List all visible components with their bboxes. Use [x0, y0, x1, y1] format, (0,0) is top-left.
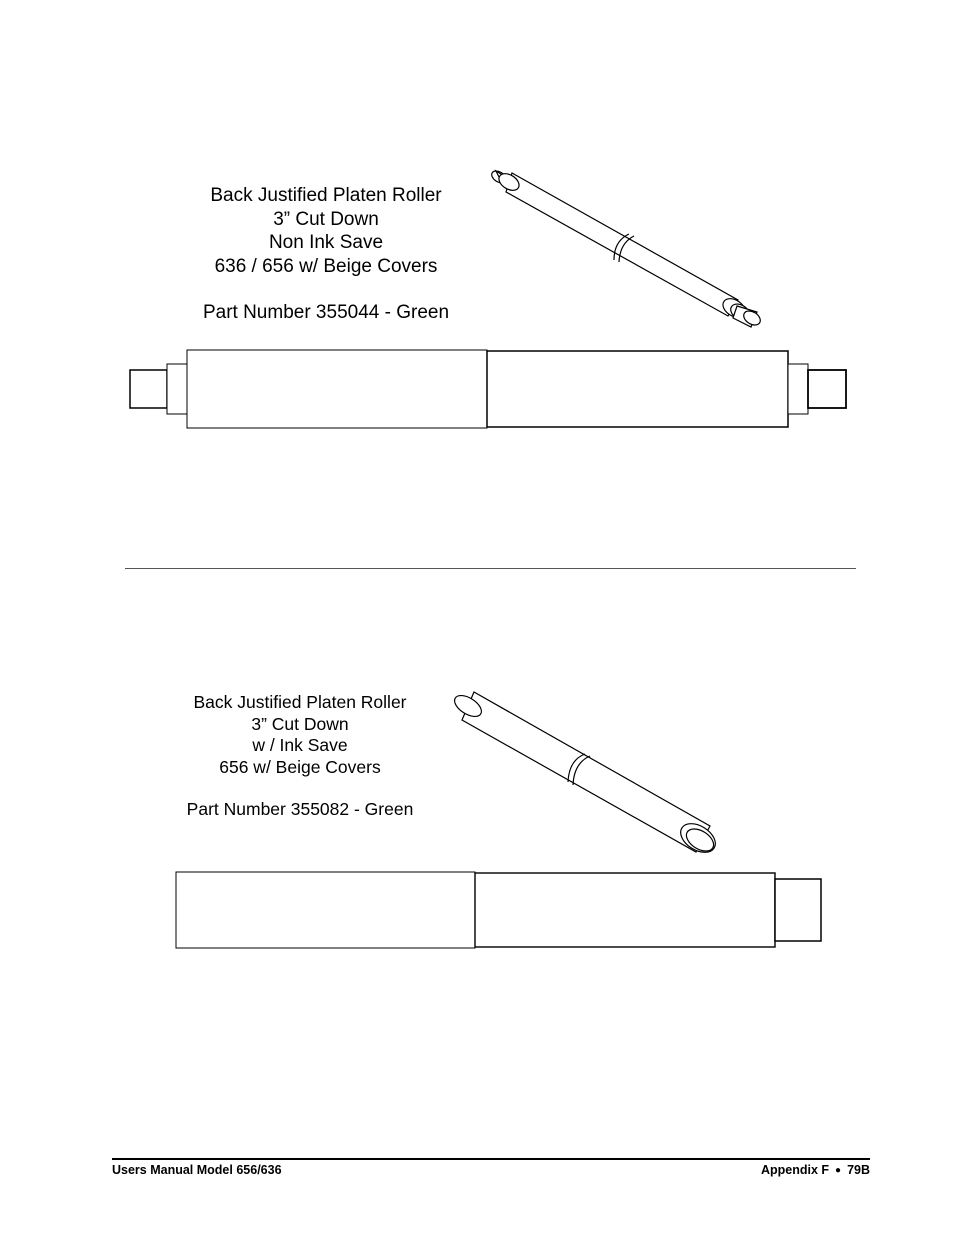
roller-1-ink: Non Ink Save: [268, 232, 384, 253]
roller-1-right-collar: [788, 364, 808, 414]
roller-2-covers: 656 w/ Beige Covers: [219, 756, 381, 777]
roller-2-ink: w / Ink Save: [252, 735, 348, 756]
roller-1-isometric-illustration: [490, 169, 763, 328]
roller-1-right-shaft: [808, 370, 846, 408]
section-divider: [125, 568, 856, 569]
roller-2-left-body: [176, 872, 475, 948]
footer-page-info: [761, 1163, 870, 1177]
roller-2-cut: 3” Cut Down: [251, 713, 349, 734]
roller-2-right-collar: [775, 879, 821, 941]
roller-1-cut: 3” Cut Down: [273, 208, 379, 230]
roller-2-title: Back Justified Platen Roller: [193, 692, 407, 712]
roller-2-side-view: [176, 872, 821, 948]
footer-appendix: Appendix F: [760, 1163, 830, 1177]
roller-2-caption: [160, 692, 440, 821]
roller-2-isometric-illustration: [451, 691, 720, 858]
roller-1-title: Back Justified Platen Roller: [210, 185, 442, 206]
roller-1-left-body: [187, 350, 487, 428]
footer-rule: [112, 1158, 870, 1160]
roller-1-part-number: Part Number 355044 - Green: [202, 302, 450, 323]
footer-bullet: ●: [835, 1165, 842, 1176]
roller-1-side-view: [130, 350, 846, 428]
roller-1-left-collar: [167, 364, 187, 414]
footer-page-number: 79B: [847, 1163, 870, 1177]
footer-manual-title: Users Manual Model 656/636: [112, 1163, 282, 1177]
roller-1-left-shaft: [130, 370, 167, 408]
roller-1-covers: 636 / 656 w/ Beige Covers: [214, 255, 438, 277]
roller-2-right-body: [475, 873, 775, 947]
roller-1-right-body: [487, 351, 788, 427]
roller-2-part-number: Part Number 355082 - Green: [186, 799, 414, 820]
